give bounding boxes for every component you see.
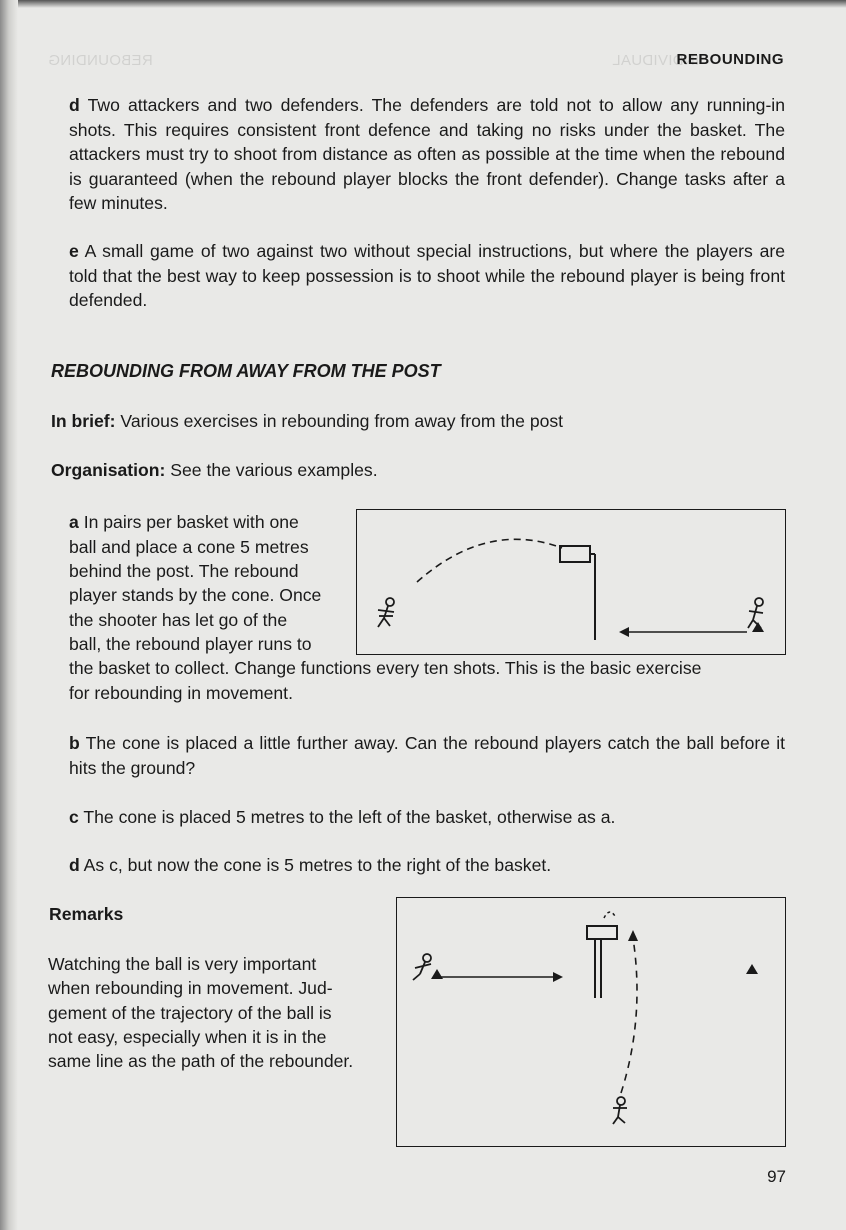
- exercise-e-paragraph: [69, 239, 785, 313]
- item-a-line-1: [69, 510, 369, 535]
- item-a-line-5: the shooter has let go of the: [69, 610, 288, 630]
- item-a-line-8: for rebounding in movement.: [69, 683, 293, 703]
- exercise-e-letter: e: [69, 241, 79, 261]
- item-c-paragraph: [69, 805, 785, 830]
- organisation-label: Organisation:: [51, 460, 166, 480]
- diagram-side-rebound-drawing: [397, 898, 785, 1146]
- item-d-paragraph: [69, 853, 785, 878]
- in-brief-label: In brief:: [51, 411, 116, 431]
- page-number: 97: [767, 1167, 786, 1186]
- show-through-head-left: REBOUNDING: [48, 52, 153, 69]
- section-title: REBOUNDING FROM AWAY FROM THE POST: [51, 361, 441, 381]
- remarks-line-4: not easy, especially when it is in the: [48, 1027, 327, 1047]
- item-a-line-6: ball, the rebound player runs to: [69, 634, 312, 654]
- shot-trajectory-line: [417, 539, 562, 582]
- rebound-player-figure: [748, 598, 763, 628]
- exercise-e-text: A small game of two against two without special instructions, but where the players are told that the best way to keep possession is to shoot while the rebound player is being front defended.: [69, 241, 785, 310]
- item-b-paragraph: [69, 731, 785, 780]
- remarks-heading: Remarks: [49, 904, 124, 924]
- item-c-letter: c: [69, 807, 79, 827]
- exercise-d-letter: d: [69, 95, 80, 115]
- rebound-player-figure: [613, 1097, 627, 1124]
- item-a-letter: a: [69, 512, 79, 532]
- diagram-basic-rebound: [356, 509, 786, 655]
- item-d-text: As c, but now the cone is 5 metres to the right of the basket.: [83, 855, 552, 875]
- organisation-text: See the various examples.: [170, 460, 378, 480]
- exercise-d-paragraph: [69, 93, 785, 216]
- cone-icon: [752, 622, 764, 632]
- shooter-figure: [378, 598, 394, 627]
- item-a-line-7: the basket to collect. Change functions every ten shots. This is the basic exercise: [69, 658, 702, 678]
- in-brief-line: [51, 411, 563, 432]
- item-a-line-2: ball and place a cone 5 metres: [69, 537, 309, 557]
- remarks-line-3: gement of the trajectory of the ball is: [48, 1003, 332, 1023]
- page-top-shadow: [0, 0, 846, 8]
- page-binding-shadow: [0, 0, 18, 1230]
- in-brief-text: Various exercises in rebounding from away from the post: [120, 411, 564, 431]
- cone-right-icon: [746, 964, 758, 974]
- run-trajectory-line: [621, 938, 637, 1093]
- show-through-head-right: INDIVIDUAL: [612, 52, 700, 69]
- item-a-line-4: player stands by the cone. Once: [69, 585, 322, 605]
- cone-left-icon: [431, 969, 443, 979]
- item-c-text: The cone is placed 5 metres to the left of the basket, otherwise as a.: [83, 807, 616, 827]
- item-b-text: The cone is placed a little further away. Can the rebound players catch the ball before it hits the ground?: [69, 733, 785, 778]
- item-d-letter: d: [69, 855, 80, 875]
- diagram-basic-rebound-drawing: [357, 510, 785, 654]
- organisation-line: [51, 460, 378, 481]
- item-a-text-1: In pairs per basket with one: [83, 512, 299, 532]
- remarks-line-5: same line as the path of the rebounder.: [48, 1051, 354, 1071]
- backboard-shape: [587, 926, 617, 939]
- diagram-side-rebound: [396, 897, 786, 1147]
- remarks-line-1: Watching the ball is very important: [48, 954, 317, 974]
- hoop-shape: [604, 912, 616, 918]
- item-b-letter: b: [69, 733, 80, 753]
- backboard-shape: [560, 546, 590, 562]
- exercise-d-text: Two attackers and two defenders. The defenders are told not to allow any running-in shots. This requires consistent front defence and taking no risks under the basket. The attackers must try to shoot from distance as often as possible at the time when the rebound is guaranteed (when the rebound player blocks the front defender). Change tasks after a few minutes.: [69, 95, 785, 213]
- remarks-line-2: when rebounding in movement. Jud-: [48, 978, 333, 998]
- running-head: REBOUNDING: [676, 51, 784, 68]
- item-a-line-3: behind the post. The rebound: [69, 561, 299, 581]
- shooter-figure: [413, 954, 431, 980]
